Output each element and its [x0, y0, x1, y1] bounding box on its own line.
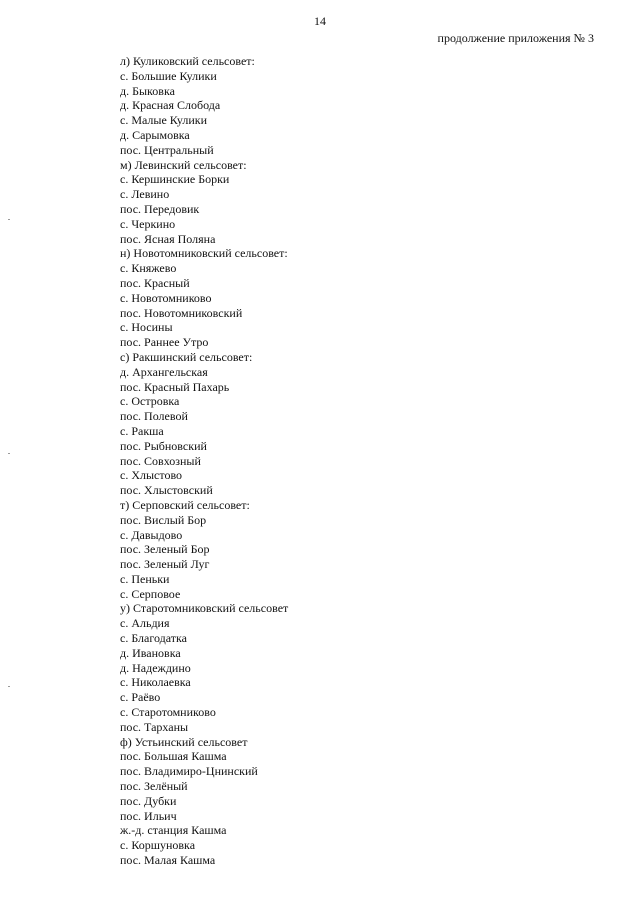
district-heading: у) Старотомниковский сельсовет [120, 601, 289, 616]
settlement-item: д. Сарымовка [120, 127, 190, 142]
settlement-item: пос. Тарханы [120, 719, 189, 734]
settlement-item: д. Архангельская [120, 364, 208, 379]
settlement-item: ж.-д. станция Кашма [120, 823, 227, 838]
settlement-item: с. Княжево [120, 261, 177, 276]
district-heading: т) Серповский сельсовет: [120, 497, 250, 512]
scan-mark [8, 453, 10, 454]
settlement-item: с. Новотомниково [120, 290, 212, 305]
settlement-item: с. Коршуновка [120, 838, 196, 853]
settlement-item: с. Серповое [120, 586, 181, 601]
settlement-item: пос. Полевой [120, 409, 188, 424]
settlement-item: с. Большие Кулики [120, 68, 217, 83]
settlement-item: с. Раёво [120, 690, 161, 705]
scan-mark [8, 219, 10, 220]
settlement-item: пос. Ильич [120, 808, 177, 823]
settlement-item: д. Надеждино [120, 660, 191, 675]
settlement-item: д. Быковка [120, 83, 175, 98]
settlement-item: с. Левино [120, 187, 170, 202]
settlement-item: д. Ивановка [120, 645, 181, 660]
settlement-item: пос. Красный Пахарь [120, 379, 230, 394]
settlement-item: д. Красная Слобода [120, 98, 221, 113]
settlement-item: пос. Раннее Утро [120, 335, 209, 350]
settlement-item: пос. Хлыстовский [120, 483, 213, 498]
settlement-item: с. Кершинские Борки [120, 172, 230, 187]
settlement-item: пос. Владимиро-Цнинский [120, 764, 258, 779]
district-heading: м) Левинский сельсовет: [120, 157, 247, 172]
settlement-item: пос. Вислый Бор [120, 512, 207, 527]
settlement-item: пос. Передовик [120, 201, 200, 216]
district-heading: л) Куликовский сельсовет: [120, 54, 255, 68]
settlement-item: с. Хлыстово [120, 468, 183, 483]
settlement-item: с. Николаевка [120, 675, 191, 690]
settlement-item: с. Пеньки [120, 571, 170, 586]
settlement-item: пос. Рыбновский [120, 438, 207, 453]
district-heading: с) Ракшинский сельсовет: [120, 349, 253, 364]
settlement-item: с. Давыдово [120, 527, 183, 542]
settlement-item: с. Островка [120, 394, 180, 409]
appendix-continuation-note: продолжение приложения № 3 [437, 31, 594, 45]
settlement-item: пос. Центральный [120, 142, 214, 157]
settlement-item: с. Черкино [120, 216, 176, 231]
settlement-list [120, 54, 288, 868]
settlement-item: пос. Зелёный [120, 779, 188, 794]
settlement-item: пос. Совхозный [120, 453, 201, 468]
settlement-item: пос. Зеленый Луг [120, 557, 210, 572]
settlement-item: пос. Большая Кашма [120, 749, 227, 764]
settlement-item: с. Благодатка [120, 631, 187, 646]
settlement-item: пос. Малая Кашма [120, 853, 216, 868]
district-heading: н) Новотомниковский сельсовет: [120, 246, 288, 261]
district-heading: ф) Устьинский сельсовет [120, 734, 248, 749]
settlement-item: пос. Новотомниковский [120, 305, 243, 320]
settlement-item: с. Ракша [120, 423, 164, 438]
settlement-item: с. Носины [120, 320, 173, 335]
page-number: 14 [314, 14, 326, 28]
settlement-item: пос. Красный [120, 275, 190, 290]
settlement-item: пос. Ясная Поляна [120, 231, 216, 246]
settlement-item: с. Малые Кулики [120, 113, 208, 128]
scan-mark [8, 686, 10, 687]
settlement-item: пос. Дубки [120, 793, 177, 808]
settlement-item: с. Альдия [120, 616, 170, 631]
settlement-item: пос. Зеленый Бор [120, 542, 210, 557]
settlement-item: с. Старотомниково [120, 705, 216, 720]
